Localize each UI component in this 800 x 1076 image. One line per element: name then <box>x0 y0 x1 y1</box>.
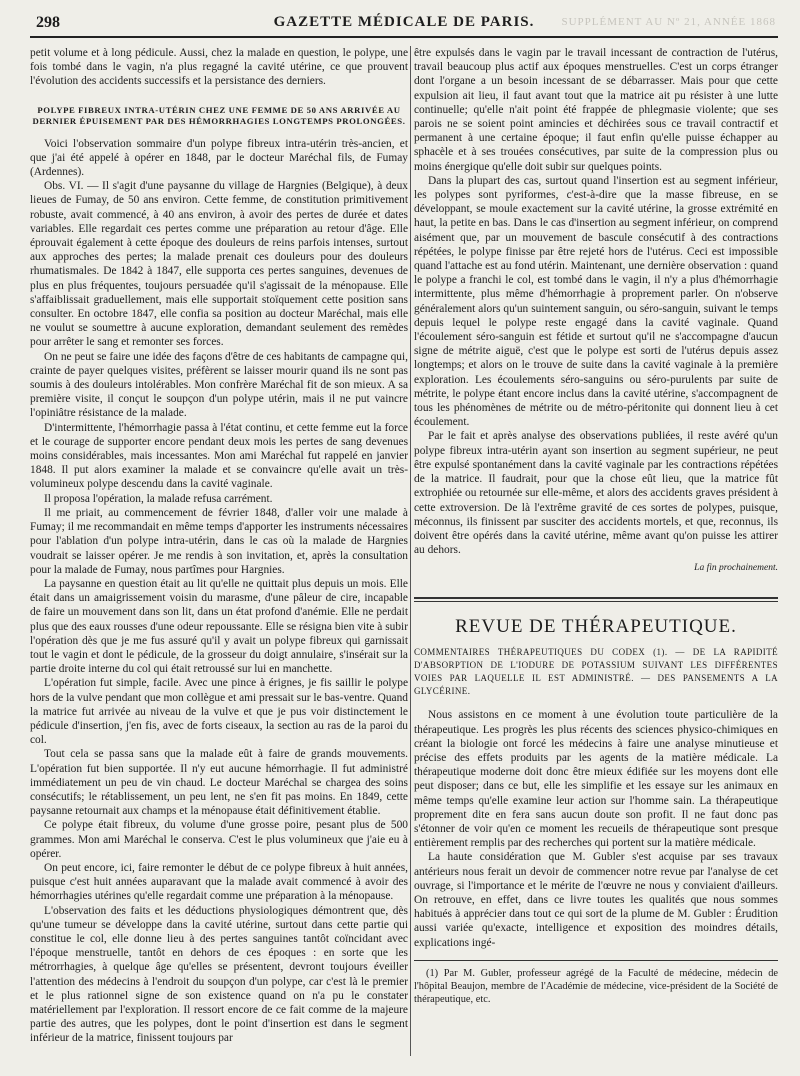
paragraph: Il proposa l'opération, la malade refusa carrément. <box>44 492 273 505</box>
paragraph: D'intermittente, l'hémorrhagie passa à l'état continu, et cette femme eut la force et le courage de supporter encore pendant deux mois les pertes de sang devenues moins considérables, mais incessantes. Mon ami Maréchal fut rappelé en janvier 1848. Il put alors examiner la malade et se convaincre qu'elle avait un très-volumineux polype descendu dans la cavité vaginale. <box>30 421 408 491</box>
column-divider <box>410 46 411 1056</box>
right-column <box>414 46 778 1062</box>
paragraph: L'opération fut simple, facile. Avec une pince à érignes, je fis saillir le polype hors de la vulve pendant que mon collègue et ami pressait sur le bas-ventre. Quand la matrice fut arrivée au niveau de la vulve et que je pus voir distinctement le pédicule d'insertion, j'en fis, avec de forts ciseaux, la section au ras de la paroi du col. <box>30 677 408 747</box>
footnote-divider <box>414 960 778 961</box>
paragraph: Obs. VI. — Il s'agit d'une paysanne du village de Hargnies (Belgique), à deux lieues de Fumay, de 50 ans environ. Cette femme, de constitution primitivement robuste, avait commencé, à 40 ans environ, à avoir des pertes de durée et dates variables. Elle regardait ces pertes comme une préparation au retour d'âge. Elle éprouvait également à cette époque des douleurs de reins parfois intenses, surtout aux approches des pertes; la malade prenait ces douleurs pour des douleurs rhumatismales. De 1842 à 1847, elle supporta ces pertes sanguines, devenues de plus en plus fréquentes, toujours persuadée qu'il s'agissait de la ménopause. Elle s'affaiblissait graduellement, mais elle supportait stoïquement cette position sans consulter. En octobre 1847, elle confia sa position au docteur Maréchal, mais elle ne voulut se soumettre à aucune exploration, demandant seulement des remèdes pour arrêter le sang et remonter ses forces. <box>30 180 408 349</box>
paragraph: être expulsés dans le vagin par le travail incessant de contraction de l'utérus, travail beaucoup plus actif aux époques menstruelles. C'est un corps étranger dont l'organe a un besoin incessant de se débarrasser. Mais pour que cette expulsion ait lieu, il faut avant tout que la matrice ait pu résister à une lutte continuelle; qu'elle n'ait point été frappée de phlegmasie violente; que ses parois ne se soient point amincies et déchirées sous ce travail contractif et permanent à une certaine époque; il faut enfin qu'elle puisse échapper au sphacèle et à ses trouées consécutives, par suite de la compression plus ou moins énergique qu'elle doit subir sur quelques points. <box>414 47 778 173</box>
paragraph: Voici l'observation sommaire d'un polype fibreux intra-utérin très-ancien, et que j'ai été appelé à opérer en 1848, par le docteur Maréchal fils, de Fumay (Ardennes). <box>30 137 408 179</box>
paragraph: Nous assistons en ce moment à une évolution toute particulière de la thérapeutique. Les progrès les plus récents des sciences physico-chimiques en créant la biologie ont forcé les médecins à faire une analyse minutieuse et précise des effets produits par les agents de la matière médicale. La thérapeutique moderne doit donc être mieux édifiée sur les moyens dont elle peut disposer; dans ce but, elle les simplifie et les essaye sur les animaux en même temps qu'elle examine leur action sur l'homme sain. La thérapeutique proprement dite en fera sans aucun doute son profit. Il ne faut donc pas s'étonner de voir qu'en ce moment les recueils de thérapeutique sont presque entièrement remplis par des recherches qui portent sur la matière médicale. <box>414 709 778 850</box>
paragraph: On ne peut se faire une idée des façons d'être de ces habitants de campagne qui, crainte de payer quelques visites, préfèrent se laisser mourir quand ils ne sont pas soumis à des douleurs intolérables. Mon confrère Maréchal fit de son mieux. A sa première visite, il conçut le soupçon d'un polype utérin, mais il ne put vaincre l'opiniâtre résistance de la malade. <box>30 350 408 420</box>
case-heading: POLYPE FIBREUX INTRA-UTÉRIN CHEZ UNE FEMME DE 50 ANS ARRIVÉE AU DERNIER ÉPUISEMENT PAR DES HÉMORRHAGIES LONGTEMPS PROLONGÉES. <box>32 104 406 126</box>
section-rubric: COMMENTAIRES THÉRAPEUTIQUES DU CODEX (1). — DE LA RAPIDITÉ D'ABSORPTION DE L'IODURE DE POTASSIUM SUIVANT LES DIFFÉRENTES VOIES PAR LAQUELLE IL EST ADMINISTRÉ. — DES PANSEMENTS A LA GLYCÉRINE. <box>414 647 778 697</box>
continued-note: La fin prochainement. <box>694 563 778 574</box>
paragraph: Il me priait, au commencement de février 1848, d'aller voir une malade à Fumay; il me recommandait en même temps d'apporter les instruments nécessaires pour l'ablation d'un polype intra-utérin, dans le cas où la malade de Hargnies voudrait se laisser opérer. Je me rendis à son invitation, et, après la consultation pour la malade de Fumay, nous partîmes pour Hargnies. <box>30 506 408 576</box>
page-header <box>30 10 778 38</box>
section-divider <box>414 597 778 602</box>
paragraph: Par le fait et après analyse des observations publiées, il reste avéré qu'un polype fibreux intra-utérin ayant son insertion au segment supérieur, ne peut être expulsé spontanément dans la cavité vaginale par les contractions répétées de la matrice. Il faudrait, pour que la chose eût lieu, que la matrice fût extrophiée ou retournée sur elle-même, et alors des accidents graves président à cette extroversion. De là l'extrême gravité de ces sortes de polypes, puisque, méconnus, ils finissent par susciter des accidents mortels, et que, reconnus, ils doivent être opérés dans la cavité utérine, même avant qu'on puisse les attirer au dehors. <box>414 430 778 557</box>
paragraph: On peut encore, ici, faire remonter le début de ce polype fibreux à huit années, puisque c'est huit années auparavant que la malade avait commencé à avoir des hémorrhagies utérines qu'elle regardait comme une préparation à la ménopause. <box>30 861 408 903</box>
page-number: 298 <box>36 14 60 31</box>
paragraph: L'observation des faits et les déductions physiologiques démontrent que, dès qu'une tumeur se développe dans la cavité utérine, surtout dans cette partie qui constitue le col, elle donne lieu à des pertes sanguines tantôt coïncidant avec l'époque menstruelle, tantôt en dehors de ces époques : en sorte que les métrorrhagies, à quelque âge qu'elles se présentent, devront toujours éveiller l'attention des médecins à l'endroit du soupçon d'un polype, car c'est là le premier et le plus rationnel signe de son existence quand on n'a pu le constater matériellement par l'exploration. Il ressort encore de ce fait comme de la majeure partie des autres, que les polypes, dont le point d'insertion est dans le segment inférieur de la matrice, finissent toujours par <box>30 904 408 1045</box>
bleed-through-text: SUPPLÉMENT AU Nº 21, ANNÉE 1868 <box>561 16 776 28</box>
left-column <box>30 46 408 1062</box>
paragraph: La paysanne en question était au lit qu'elle ne quittait plus depuis un mois. Elle était dans un amaigrissement voisin du marasme, d'une pâleur de cire, incapable de faire un mouvement dans son lit, dans un état profond d'anémie. Elle ne perdait plus que des eaux rousses d'une odeur repoussante. Elle se résigna bien vite à subir l'opération dès que je me fus assuré qu'il y avait un polype fibreux qui garnissait tout le vagin et dont le pédicule, de la grosseur du doigt annulaire, s'insérait sur la partie droite interne du col qui était retroussé sur lui en manchette. <box>30 577 408 676</box>
running-title: GAZETTE MÉDICALE DE PARIS. <box>273 14 535 30</box>
footnote: (1) Par M. Gubler, professeur agrégé de la Faculté de médecine, médecin de l'hôpital Beaujon, membre de l'Académie de médecine, vice-président de la Société de thérapeutique, etc. <box>414 967 778 1005</box>
paragraph: Dans la plupart des cas, surtout quand l'insertion est au segment inférieur, les polypes sont pyriformes, c'est-à-dire que la masse fibreuse, en se développant, se moule exactement sur la cavité utérine, la grosse extrémité en haut, la petite en bas. Dans le cas d'insertion au segment inférieur, on comprend aisément que, par un mouvement de bascule consécutif à des contractions répétées, le polype finisse par être rejeté hors de l'utérus. Ceci est impossible quand l'attache est au fond utérin. Maintenant, une dernière observation : quand le polype a franchi le col, est tombé dans le vagin, il n'y a plus d'hémorrhagie intermittente, plus même d'hémorrhagie à proprement parler. On n'observe généralement alors qu'un suintement sanguin, ou séro-sanguin, suivant le temps depuis lequel le polype reste engagé dans la cavité vaginale. Quand l'écoulement séro-sanguin est fétide et surtout qu'il ne s'accompagne d'aucun signe de métrite aiguë, c'est que le polype est sorti de l'utérus depuis assez longtemps; et alors on le trouve de suite dans la cavité vaginale à la première exploration. Les écoulements séro-sanguins ou séro-purulents par suite de métrite, le polype étant encore inclus dans la cavité utérine, s'accompagnent de tous les phénomènes de métrite ou de métro-péritonite qui donnent lieu à cet écoulement. <box>414 174 778 429</box>
paragraph: Ce polype était fibreux, du volume d'une grosse poire, pesant plus de 500 grammes. Mon ami Maréchal le conserva. C'est le plus volumineux que j'aie eu à opérer. <box>30 819 408 860</box>
section-title: REVUE DE THÉRAPEUTIQUE. <box>455 616 737 638</box>
intro-paragraph: petit volume et à long pédicule. Aussi, chez la malade en question, le polype, une fois tombé dans le vagin, n'a plus regagné la cavité utérine, ce que prouvent l'évolution des accidents successifs et la persistance des derniers. <box>30 47 408 88</box>
paragraph: La haute considération que M. Gubler s'est acquise par ses travaux antérieurs nous ferait un devoir de commencer notre revue par l'analyse de cet ouvrage, si l'importance et le mérite de l'œuvre ne nous y conviaient d'ailleurs. On retrouve, en effet, dans ce livre toutes les qualités que nous sommes habitués à apprécier dans tout ce qui sort de la plume de M. Gubler : Érudition aussi variée qu'exacte, intelligence et exposition des moindres détails, explications ingé- <box>414 851 778 949</box>
paragraph: Tout cela se passa sans que la malade eût à faire de grands mouvements. L'opération fut bien supportée. Il n'y eut aucune hémorrhagie. Il fut administré immédiatement un peu de vin chaud. Le docteur Maréchal se chargea des soins consécutifs; le rétablissement, un peu lent, ne s'en fit pas moins. En 1849, cette paysanne retournait aux champs et la ménopause était définitivement établie. <box>30 748 408 818</box>
